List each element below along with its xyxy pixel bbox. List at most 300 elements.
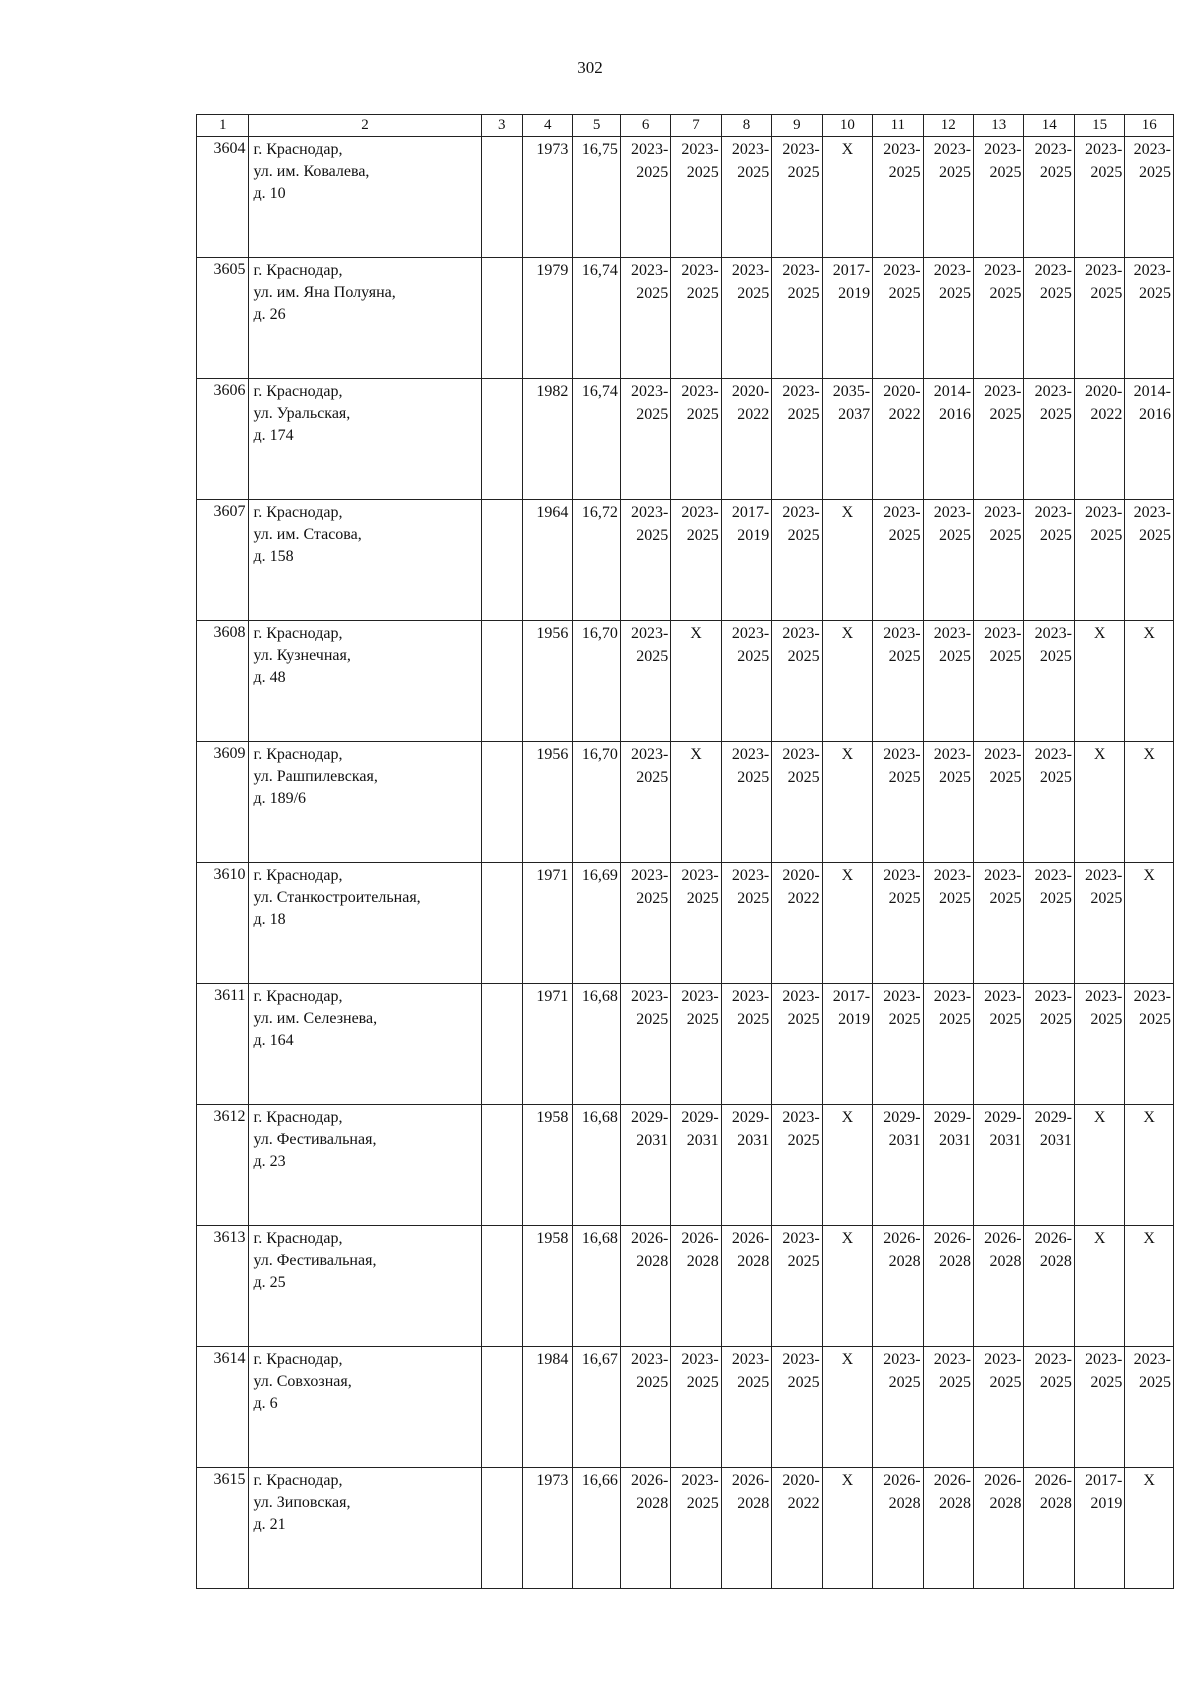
not-applicable-cell: X — [822, 1468, 872, 1589]
period-cell — [923, 379, 973, 500]
not-applicable-cell: X — [671, 742, 721, 863]
address-line: г. Краснодар, — [253, 1351, 343, 1368]
period-cell — [923, 984, 973, 1105]
address-line: г. Краснодар, — [253, 746, 343, 763]
period-end: 2028 — [1039, 1495, 1072, 1512]
not-applicable-cell: X — [822, 1105, 872, 1226]
period-end: 2025 — [787, 648, 820, 665]
period-cell — [1024, 1105, 1074, 1226]
not-applicable-cell: X — [822, 1226, 872, 1347]
period-start: 2029- — [933, 1109, 972, 1126]
table-row — [197, 500, 1174, 621]
period-end: 2025 — [787, 1374, 820, 1391]
period-start: 2023- — [1034, 988, 1072, 1005]
address-line: ул. им. Яна Полуяна, — [253, 284, 396, 301]
period-start: 2029- — [883, 1109, 921, 1126]
period-start: 2023- — [1085, 867, 1123, 884]
address-line: д. 174 — [253, 427, 294, 444]
period-end: 2028 — [939, 1253, 972, 1270]
not-applicable-cell: X — [822, 621, 872, 742]
column-3-cell — [481, 742, 522, 863]
period-cell — [974, 742, 1024, 863]
value-cell: 16,74 — [573, 258, 620, 379]
period-end: 2025 — [989, 527, 1022, 544]
period-end: 2025 — [636, 1011, 669, 1028]
column-3-cell — [481, 379, 522, 500]
period-start: 2023- — [933, 141, 972, 158]
address-cell — [249, 258, 481, 379]
period-cell — [721, 621, 771, 742]
period-start: 2020- — [782, 867, 820, 884]
period-cell — [974, 379, 1024, 500]
period-cell — [721, 258, 771, 379]
period-end: 2028 — [939, 1495, 972, 1512]
address-line: ул. Уральская, — [253, 405, 351, 422]
period-end: 2025 — [1139, 1011, 1171, 1028]
period-end: 2025 — [939, 890, 972, 907]
period-cell — [671, 137, 721, 258]
column-header-5: 5 — [573, 115, 620, 137]
period-end: 2022 — [787, 1495, 820, 1512]
period-end: 2025 — [939, 1011, 972, 1028]
period-end: 2025 — [636, 527, 669, 544]
address-line: д. 158 — [253, 548, 294, 565]
period-end: 2028 — [636, 1495, 669, 1512]
period-cell — [1024, 500, 1074, 621]
period-cell — [923, 1105, 973, 1226]
period-cell — [721, 742, 771, 863]
housing-register-table — [196, 114, 1174, 1589]
period-cell — [923, 137, 973, 258]
address-line: г. Краснодар, — [253, 262, 343, 279]
period-end: 2025 — [1139, 285, 1171, 302]
period-cell — [772, 1105, 822, 1226]
period-start: 2029- — [984, 1109, 1022, 1126]
period-end: 2025 — [787, 406, 820, 423]
not-applicable-cell: X — [1125, 1468, 1174, 1589]
address-cell — [249, 621, 481, 742]
row-number: 3610 — [197, 863, 249, 984]
value-cell: 16,72 — [573, 500, 620, 621]
address-line: ул. Фестивальная, — [253, 1131, 377, 1148]
period-end: 2022 — [737, 406, 770, 423]
period-cell — [822, 984, 872, 1105]
period-cell — [974, 1226, 1024, 1347]
period-start: 2023- — [1085, 141, 1123, 158]
period-end: 2025 — [989, 285, 1022, 302]
period-end: 2025 — [939, 527, 972, 544]
period-end: 2022 — [787, 890, 820, 907]
period-start: 2023- — [782, 988, 820, 1005]
year-built-cell: 1982 — [522, 379, 572, 500]
value-cell: 16,68 — [573, 984, 620, 1105]
period-start: 2023- — [681, 1351, 719, 1368]
column-header-8: 8 — [721, 115, 771, 137]
period-start: 2017- — [832, 262, 871, 279]
address-line: г. Краснодар, — [253, 867, 343, 884]
period-start: 2023- — [1034, 867, 1072, 884]
period-cell — [772, 984, 822, 1105]
value-cell: 16,68 — [573, 1226, 620, 1347]
period-start: 2023- — [782, 141, 820, 158]
period-start: 2023- — [731, 746, 770, 763]
period-cell — [873, 1468, 923, 1589]
table-row — [197, 1226, 1174, 1347]
period-start: 2023- — [731, 141, 770, 158]
period-cell — [620, 984, 670, 1105]
period-start: 2023- — [1034, 262, 1072, 279]
period-start: 2023- — [630, 262, 669, 279]
row-number: 3609 — [197, 742, 249, 863]
period-cell — [772, 1226, 822, 1347]
address-cell — [249, 137, 481, 258]
address-line: ул. Кузнечная, — [253, 647, 351, 664]
period-cell — [1074, 984, 1124, 1105]
value-cell: 16,70 — [573, 742, 620, 863]
period-end: 2031 — [737, 1132, 770, 1149]
column-3-cell — [481, 1105, 522, 1226]
period-end: 2025 — [737, 769, 770, 786]
period-start: 2023- — [984, 141, 1022, 158]
period-cell — [772, 137, 822, 258]
row-number: 3607 — [197, 500, 249, 621]
period-cell — [1024, 1347, 1074, 1468]
period-start: 2026- — [630, 1472, 669, 1489]
period-end: 2025 — [939, 1374, 972, 1391]
row-number: 3615 — [197, 1468, 249, 1589]
period-cell — [1074, 500, 1124, 621]
period-end: 2022 — [888, 406, 921, 423]
period-end: 2028 — [888, 1253, 921, 1270]
address-line: д. 164 — [253, 1032, 294, 1049]
period-end: 2025 — [1039, 164, 1072, 181]
period-start: 2023- — [933, 867, 972, 884]
period-start: 2023- — [984, 746, 1022, 763]
not-applicable-cell: X — [671, 621, 721, 742]
period-end: 2025 — [636, 285, 669, 302]
period-cell — [873, 742, 923, 863]
period-start: 2023- — [681, 383, 719, 400]
period-end: 2025 — [686, 527, 719, 544]
year-built-cell: 1971 — [522, 984, 572, 1105]
table-row — [197, 1347, 1174, 1468]
period-end: 2025 — [989, 890, 1022, 907]
period-end: 2028 — [737, 1495, 770, 1512]
period-start: 2023- — [1085, 1351, 1123, 1368]
period-cell — [671, 1347, 721, 1468]
period-start: 2023- — [1133, 262, 1171, 279]
period-start: 2023- — [984, 867, 1022, 884]
column-3-cell — [481, 258, 522, 379]
period-start: 2026- — [1034, 1472, 1072, 1489]
period-end: 2025 — [636, 890, 669, 907]
period-cell — [620, 742, 670, 863]
not-applicable-cell: X — [1074, 742, 1124, 863]
not-applicable-cell: X — [822, 500, 872, 621]
period-start: 2026- — [681, 1230, 719, 1247]
period-end: 2025 — [939, 648, 972, 665]
value-cell: 16,70 — [573, 621, 620, 742]
period-start: 2017- — [731, 504, 770, 521]
not-applicable-cell: X — [822, 137, 872, 258]
period-end: 2025 — [939, 285, 972, 302]
address-line: ул. им. Ковалева, — [253, 163, 370, 180]
period-end: 2025 — [888, 648, 921, 665]
not-applicable-cell: X — [1125, 1226, 1174, 1347]
address-line: г. Краснодар, — [253, 1472, 343, 1489]
column-header-3: 3 — [481, 115, 522, 137]
column-header-6: 6 — [620, 115, 670, 137]
period-cell — [923, 258, 973, 379]
table-row — [197, 984, 1174, 1105]
address-cell — [249, 984, 481, 1105]
period-start: 2026- — [984, 1230, 1022, 1247]
column-header-7: 7 — [671, 115, 721, 137]
period-end: 2025 — [1039, 890, 1072, 907]
period-start: 2023- — [1133, 141, 1171, 158]
period-cell — [620, 1226, 670, 1347]
table-row — [197, 621, 1174, 742]
address-line: д. 10 — [253, 185, 286, 202]
period-end: 2025 — [737, 648, 770, 665]
address-line: д. 6 — [253, 1395, 278, 1412]
address-line: г. Краснодар, — [253, 504, 343, 521]
period-end: 2025 — [787, 1253, 820, 1270]
period-cell — [671, 379, 721, 500]
period-end: 2025 — [1039, 285, 1072, 302]
year-built-cell: 1958 — [522, 1105, 572, 1226]
column-header-9: 9 — [772, 115, 822, 137]
period-start: 2023- — [883, 141, 921, 158]
period-end: 2025 — [888, 890, 921, 907]
period-start: 2023- — [630, 383, 669, 400]
period-end: 2028 — [636, 1253, 669, 1270]
period-cell — [923, 1468, 973, 1589]
address-line: д. 23 — [253, 1153, 286, 1170]
period-cell — [873, 1105, 923, 1226]
address-cell — [249, 379, 481, 500]
column-header-15: 15 — [1074, 115, 1124, 137]
column-header-1: 1 — [197, 115, 249, 137]
period-start: 2023- — [1034, 504, 1072, 521]
period-cell — [1074, 379, 1124, 500]
period-start: 2020- — [782, 1472, 820, 1489]
not-applicable-cell: X — [1125, 742, 1174, 863]
not-applicable-cell: X — [1125, 621, 1174, 742]
period-end: 2028 — [989, 1495, 1022, 1512]
period-end: 2019 — [838, 1011, 871, 1028]
value-cell: 16,69 — [573, 863, 620, 984]
period-start: 2023- — [1085, 988, 1123, 1005]
period-start: 2014- — [933, 383, 972, 400]
not-applicable-cell: X — [1125, 1105, 1174, 1226]
period-end: 2028 — [1039, 1253, 1072, 1270]
period-start: 2023- — [984, 625, 1022, 642]
period-end: 2031 — [989, 1132, 1022, 1149]
period-cell — [923, 1226, 973, 1347]
period-start: 2023- — [1085, 504, 1123, 521]
period-end: 2025 — [787, 285, 820, 302]
period-end: 2028 — [989, 1253, 1022, 1270]
period-end: 2028 — [888, 1495, 921, 1512]
column-header-16: 16 — [1125, 115, 1174, 137]
period-start: 2023- — [984, 504, 1022, 521]
period-start: 2029- — [731, 1109, 770, 1126]
period-cell — [1024, 863, 1074, 984]
period-end: 2025 — [737, 285, 770, 302]
period-cell — [974, 621, 1024, 742]
period-end: 2025 — [1039, 1374, 1072, 1391]
address-line: г. Краснодар, — [253, 988, 343, 1005]
period-start: 2023- — [883, 988, 921, 1005]
period-end: 2025 — [989, 1374, 1022, 1391]
period-cell — [873, 984, 923, 1105]
period-end: 2025 — [737, 1374, 770, 1391]
period-end: 2025 — [636, 1374, 669, 1391]
column-header-13: 13 — [974, 115, 1024, 137]
period-cell — [1074, 258, 1124, 379]
period-end: 2025 — [1139, 1374, 1171, 1391]
value-cell: 16,68 — [573, 1105, 620, 1226]
period-start: 2023- — [883, 504, 921, 521]
period-cell — [721, 1226, 771, 1347]
period-cell — [721, 984, 771, 1105]
period-start: 2023- — [782, 625, 820, 642]
period-start: 2023- — [1133, 988, 1171, 1005]
period-end: 2025 — [787, 769, 820, 786]
address-cell — [249, 1468, 481, 1589]
period-end: 2025 — [1039, 648, 1072, 665]
period-end: 2025 — [939, 164, 972, 181]
column-header-11: 11 — [873, 115, 923, 137]
period-start: 2026- — [883, 1230, 921, 1247]
period-start: 2023- — [883, 867, 921, 884]
period-end: 2025 — [888, 285, 921, 302]
period-end: 2022 — [1090, 406, 1123, 423]
period-end: 2025 — [686, 1374, 719, 1391]
table-row — [197, 379, 1174, 500]
address-line: ул. Фестивальная, — [253, 1252, 377, 1269]
period-start: 2026- — [883, 1472, 921, 1489]
period-start: 2023- — [782, 1230, 820, 1247]
period-cell — [923, 863, 973, 984]
column-header-14: 14 — [1024, 115, 1074, 137]
row-number: 3612 — [197, 1105, 249, 1226]
not-applicable-cell: X — [822, 742, 872, 863]
period-start: 2029- — [630, 1109, 669, 1126]
period-cell — [772, 742, 822, 863]
address-line: ул. им. Селезнева, — [253, 1010, 378, 1027]
not-applicable-cell: X — [1074, 621, 1124, 742]
period-cell — [620, 1347, 670, 1468]
period-end: 2031 — [939, 1132, 972, 1149]
period-start: 2023- — [984, 988, 1022, 1005]
period-end: 2031 — [686, 1132, 719, 1149]
value-cell: 16,67 — [573, 1347, 620, 1468]
period-end: 2025 — [888, 1011, 921, 1028]
address-line: ул. Совхозная, — [253, 1373, 352, 1390]
not-applicable-cell: X — [1074, 1226, 1124, 1347]
period-end: 2025 — [787, 1011, 820, 1028]
row-number: 3608 — [197, 621, 249, 742]
period-start: 2029- — [681, 1109, 719, 1126]
period-cell — [1024, 742, 1074, 863]
period-cell — [1074, 1468, 1124, 1589]
period-start: 2014- — [1133, 383, 1171, 400]
address-line: д. 189/6 — [253, 790, 307, 807]
period-cell — [721, 1468, 771, 1589]
period-cell — [1074, 137, 1124, 258]
address-cell — [249, 1105, 481, 1226]
period-cell — [620, 1468, 670, 1589]
year-built-cell: 1964 — [522, 500, 572, 621]
period-start: 2023- — [630, 867, 669, 884]
period-start: 2023- — [630, 746, 669, 763]
period-cell — [721, 379, 771, 500]
period-cell — [1024, 1226, 1074, 1347]
row-number: 3614 — [197, 1347, 249, 1468]
period-end: 2025 — [989, 1011, 1022, 1028]
period-start: 2026- — [731, 1230, 770, 1247]
period-end: 2025 — [686, 164, 719, 181]
period-end: 2019 — [737, 527, 770, 544]
year-built-cell: 1956 — [522, 621, 572, 742]
period-cell — [772, 863, 822, 984]
period-end: 2025 — [888, 1374, 921, 1391]
period-cell — [974, 137, 1024, 258]
period-start: 2023- — [681, 988, 719, 1005]
period-start: 2026- — [933, 1230, 972, 1247]
value-cell: 16,74 — [573, 379, 620, 500]
period-end: 2025 — [1139, 164, 1171, 181]
year-built-cell: 1984 — [522, 1347, 572, 1468]
period-start: 2035- — [832, 383, 871, 400]
period-cell — [974, 258, 1024, 379]
address-cell — [249, 863, 481, 984]
period-end: 2025 — [989, 769, 1022, 786]
address-line: д. 48 — [253, 669, 286, 686]
period-cell — [873, 621, 923, 742]
address-line: д. 18 — [253, 911, 286, 928]
period-start: 2023- — [731, 1351, 770, 1368]
column-header-2: 2 — [249, 115, 481, 137]
period-end: 2025 — [686, 406, 719, 423]
address-line: г. Краснодар, — [253, 1230, 343, 1247]
period-cell — [620, 258, 670, 379]
not-applicable-cell: X — [1074, 1105, 1124, 1226]
period-end: 2025 — [1039, 406, 1072, 423]
period-start: 2026- — [630, 1230, 669, 1247]
address-line: ул. Рашпилевская, — [253, 768, 378, 785]
period-start: 2023- — [1034, 625, 1072, 642]
period-end: 2025 — [939, 769, 972, 786]
row-number: 3613 — [197, 1226, 249, 1347]
period-end: 2025 — [888, 769, 921, 786]
period-end: 2025 — [1039, 1011, 1072, 1028]
period-end: 2025 — [888, 164, 921, 181]
address-line: г. Краснодар, — [253, 625, 343, 642]
period-start: 2023- — [883, 625, 921, 642]
period-cell — [1024, 984, 1074, 1105]
address-line: д. 25 — [253, 1274, 286, 1291]
period-end: 2025 — [989, 648, 1022, 665]
year-built-cell: 1956 — [522, 742, 572, 863]
period-start: 2023- — [681, 141, 719, 158]
period-end: 2025 — [1090, 527, 1123, 544]
period-end: 2016 — [1139, 406, 1171, 423]
period-end: 2025 — [636, 648, 669, 665]
period-cell — [1024, 1468, 1074, 1589]
